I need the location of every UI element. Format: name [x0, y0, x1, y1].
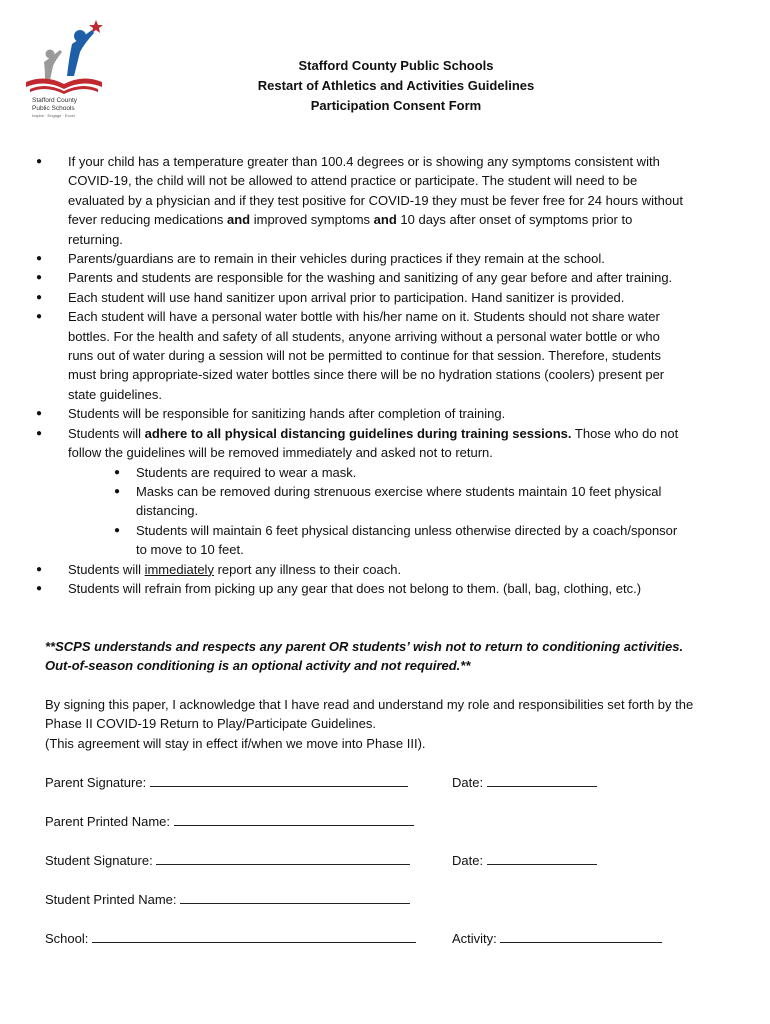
logo-text: [32, 97, 102, 120]
parent-date-label: Date:: [452, 775, 484, 790]
acknowledgement-note: (This agreement will stay in effect if/when we move into Phase III).: [45, 735, 426, 751]
student-date-label: Date:: [452, 853, 484, 868]
parent-signature-row: [45, 774, 408, 790]
activity-field[interactable]: [500, 930, 662, 943]
parent-date-row: [452, 774, 597, 790]
logo-line-1: Stafford County: [32, 97, 78, 104]
school-logo: [20, 18, 110, 128]
list-item: ● Parents and students are responsible for the washing and sanitizing of any gear before and after training.: [36, 268, 686, 287]
optional-activity-note: **SCPS understands and respects any parent OR students’ wish not to return to conditioning activities. Out-of-season conditioning is an optional activity and not required.**: [45, 639, 684, 674]
header-line-2: Restart of Athletics and Activities Guidelines: [257, 78, 535, 93]
sub-list-item: ● Students are required to wear a mask.: [136, 463, 686, 482]
parent-date-field[interactable]: [487, 774, 597, 787]
acknowledgement-text: By signing this paper, I acknowledge that I have read and understand my role and responsibilities set forth by the Phase II COVID-19 Return to Play/Participate Guidelines.: [45, 697, 694, 732]
list-item: ● Students will refrain from picking up any gear that does not belong to them. (ball, bag, clothing, etc.): [36, 579, 686, 598]
parent-name-row: [45, 813, 414, 829]
sub-list-item: ● Students will maintain 6 feet physical distancing unless otherwise directed by a coach/sponsor to move to 10 feet.: [136, 521, 686, 560]
list-item: ● Each student will use hand sanitizer upon arrival prior to participation. Hand sanitizer is provided.: [36, 288, 686, 307]
distancing-sublist: [68, 463, 686, 560]
list-item: ● Students will be responsible for sanitizing hands after completion of training.: [36, 404, 686, 423]
student-date-field[interactable]: [487, 852, 597, 865]
student-name-row: [45, 891, 410, 907]
activity-label: Activity:: [452, 931, 497, 946]
student-signature-field[interactable]: [156, 852, 410, 865]
student-signature-row: [45, 852, 410, 868]
parent-signature-label: Parent Signature:: [45, 775, 147, 790]
document-header: [200, 56, 592, 116]
header-line-1: Stafford County Public Schools: [298, 58, 494, 73]
acknowledgement: [45, 695, 695, 753]
list-item: ● Students will adhere to all physical distancing guidelines during training sessions. Those who do not follow the guidelines will be removed immediately and asked not to return. ● Students are required to wear a mask. ● Masks can be removed during strenuous exercise where students maintain 10 feet physical distancing. ● Students will maintain 6 feet physical distancing unless otherwise directed by a coach/sponsor to move to 10 feet.: [36, 424, 686, 560]
school-row: [45, 930, 416, 946]
parent-signature-field[interactable]: [150, 774, 408, 787]
logo-line-2: Public Schools: [32, 104, 75, 112]
logo-figures-icon: [20, 18, 110, 98]
list-item: ● If your child has a temperature greater than 100.4 degrees or is showing any symptoms consistent with COVID-19, the child will not be allowed to attend practice or participate. The student will need to be evaluated by a physician and if they test positive for COVID-19 they must be fever free for 24 hours without fever reducing medications and improved symptoms and 10 days after onset of symptoms prior to returning.: [36, 152, 686, 249]
student-date-row: [452, 852, 597, 868]
header-line-3: Participation Consent Form: [310, 98, 482, 113]
parent-name-field[interactable]: [174, 813, 414, 826]
sub-list-item: ● Masks can be removed during strenuous exercise where students maintain 10 feet physical distancing.: [136, 482, 686, 521]
school-field[interactable]: [92, 930, 416, 943]
logo-tagline: Inspire · Engage · Excel: [32, 113, 75, 118]
student-name-label: Student Printed Name:: [45, 892, 177, 907]
parent-name-label: Parent Printed Name:: [45, 814, 171, 829]
student-signature-label: Student Signature:: [45, 853, 153, 868]
guideline-list: [36, 152, 686, 598]
school-label: School:: [45, 931, 89, 946]
activity-row: [452, 930, 662, 946]
student-name-field[interactable]: [180, 891, 410, 904]
list-item: ● Each student will have a personal water bottle with his/her name on it. Students should not share water bottles. For the health and safety of all students, anyone arriving without a personal water bottle or who runs out of water during a session will not be permitted to continue for that session. Therefore, students must bring appropriate-sized water bottles since there will be no hydration stations (coolers) present per state guidelines.: [36, 307, 686, 404]
list-item: ● Students will immediately report any illness to their coach.: [36, 560, 686, 579]
list-item: ● Parents/guardians are to remain in their vehicles during practices if they remain at the school.: [36, 249, 686, 268]
